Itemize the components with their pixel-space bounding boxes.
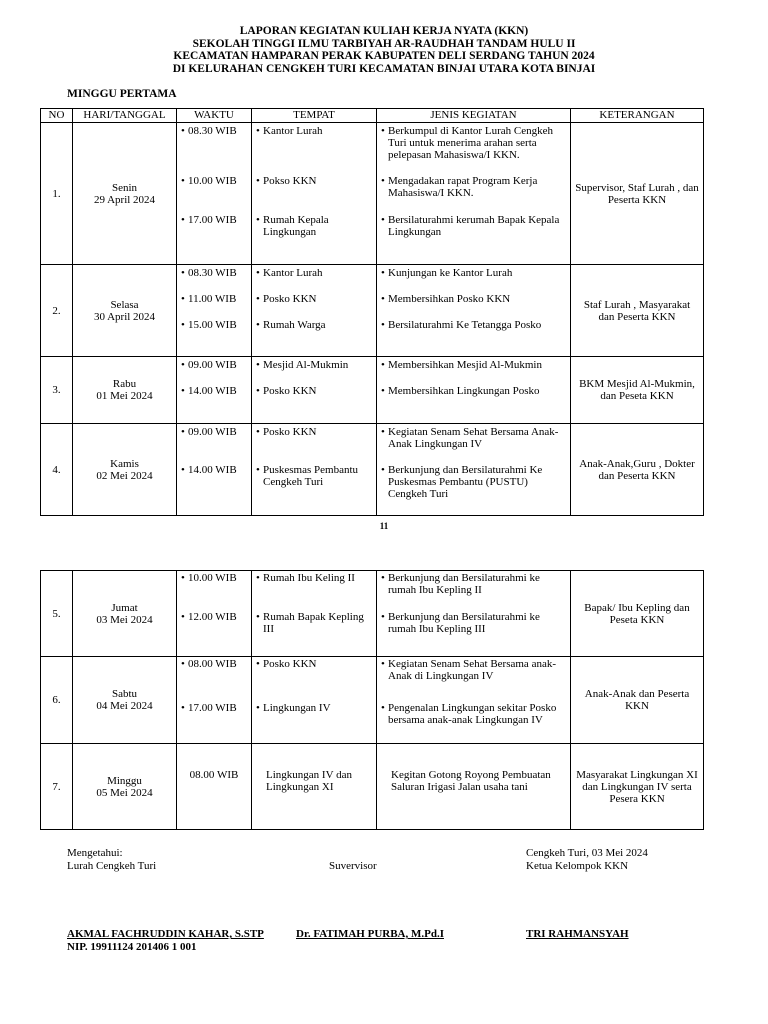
bullet-icon: • xyxy=(381,611,385,623)
activity-entry xyxy=(381,611,568,635)
time-list xyxy=(177,357,251,423)
row-day: Senin xyxy=(111,181,138,194)
time-entry xyxy=(177,769,251,781)
bullet-icon: • xyxy=(256,267,260,279)
signature-left-identity xyxy=(67,928,264,954)
table-row xyxy=(41,744,704,830)
bullet-icon: • xyxy=(181,572,185,584)
activity-text: Berkumpul di Kantor Lurah Cengkeh Turi untuk menerima arahan serta pelepasan Mahasiswa/I KKN. xyxy=(388,125,553,161)
row-day: Selasa xyxy=(110,298,139,311)
place-text: Posko KKN xyxy=(263,658,317,670)
bullet-icon: • xyxy=(256,572,260,584)
time-cell xyxy=(177,744,252,830)
time-entry xyxy=(181,293,249,305)
time-text: 09.00 WIB xyxy=(188,359,237,371)
time-text: 17.00 WIB xyxy=(188,214,237,226)
bullet-icon: • xyxy=(181,214,185,226)
activity-cell xyxy=(377,424,571,516)
time-text: 10.00 WIB xyxy=(188,572,237,584)
place-cell xyxy=(252,357,377,424)
table-row xyxy=(41,357,704,424)
time-cell xyxy=(177,571,252,657)
row-day: Rabu xyxy=(112,378,137,390)
row-day: Jumat xyxy=(111,601,138,614)
place-cell xyxy=(252,123,377,265)
bullet-icon: • xyxy=(381,426,385,438)
signature-left-role: Lurah Cengkeh Turi xyxy=(67,860,157,872)
time-text: 10.00 WIB xyxy=(188,175,237,187)
place-text: Rumah Ibu Keling II xyxy=(263,572,355,584)
time-list xyxy=(177,265,251,356)
col-header-note: KETERANGAN xyxy=(571,109,704,123)
activity-entry xyxy=(381,267,568,279)
row-day-date xyxy=(73,657,177,744)
activity-entry xyxy=(381,426,568,450)
time-entry xyxy=(181,319,249,331)
signature-right xyxy=(526,847,648,873)
bullet-icon: • xyxy=(256,319,260,331)
bullet-icon: • xyxy=(381,267,385,279)
signature-left-nip: NIP. 19911124 201406 1 001 xyxy=(67,941,197,953)
header-institution: SEKOLAH TINGGI ILMU TARBIYAH AR-RAUDHAH TANDAM HULU II xyxy=(192,37,576,50)
activity-entry xyxy=(381,359,568,371)
activity-entry xyxy=(381,214,568,238)
bullet-icon: • xyxy=(256,658,260,670)
row-day-date xyxy=(73,571,177,657)
activity-text: Pengenalan Lingkungan sekitar Posko bersama anak-anak Lingkungan IV xyxy=(388,702,557,726)
table-row xyxy=(41,657,704,744)
time-entry xyxy=(181,464,249,476)
time-list xyxy=(177,123,251,264)
time-text: 08.00 WIB xyxy=(189,769,239,781)
activity-entry xyxy=(381,702,568,726)
bullet-icon: • xyxy=(256,125,260,137)
activity-text: Berkunjung dan Bersilaturahmi Ke Puskesmas Pembantu (PUSTU) Cengkeh Turi xyxy=(388,464,543,500)
place-text: Rumah Bapak Kepling III xyxy=(263,611,364,635)
time-list xyxy=(177,424,251,515)
time-text: 11.00 WIB xyxy=(188,293,237,305)
place-text: Lingkungan IV dan Lingkungan XI xyxy=(266,769,352,793)
activity-cell xyxy=(377,265,571,357)
bullet-icon: • xyxy=(181,267,185,279)
bullet-icon: • xyxy=(381,385,385,397)
bullet-icon: • xyxy=(256,385,260,397)
activity-list xyxy=(377,424,570,515)
signature-left-name: AKMAL FACHRUDDIN KAHAR, S.STP xyxy=(67,928,264,940)
time-entry xyxy=(181,702,249,714)
row-day-date xyxy=(73,744,177,830)
activity-cell xyxy=(377,571,571,657)
row-day: Kamis xyxy=(110,457,139,470)
row-note: Staf Lurah , Masyarakat dan Peserta KKN xyxy=(571,265,704,357)
place-entry xyxy=(256,385,374,397)
row-note: Masyarakat Lingkungan XI dan Lingkungan IV serta Pesera KKN xyxy=(571,744,704,830)
time-text: 08.00 WIB xyxy=(188,658,237,670)
activity-cell xyxy=(377,744,571,830)
bullet-icon: • xyxy=(256,426,260,438)
bullet-icon: • xyxy=(181,702,185,714)
signature-left xyxy=(67,847,156,873)
activity-text: Membersihkan Posko KKN xyxy=(388,293,511,305)
activity-entry xyxy=(381,293,568,305)
bullet-icon: • xyxy=(181,426,185,438)
time-entry xyxy=(181,572,249,584)
activity-entry xyxy=(381,769,568,793)
row-date: 02 Mei 2024 xyxy=(96,469,153,482)
place-list xyxy=(252,424,376,515)
signature-middle-role: Suvervisor xyxy=(329,860,377,872)
bullet-icon: • xyxy=(181,658,185,670)
place-entry xyxy=(256,319,374,331)
activity-list xyxy=(377,265,570,356)
row-date: 01 Mei 2024 xyxy=(96,390,153,402)
bullet-icon: • xyxy=(181,464,185,476)
row-day-date xyxy=(73,424,177,516)
time-text: 08.30 WIB xyxy=(188,267,237,279)
row-day-date xyxy=(73,123,177,265)
activity-cell xyxy=(377,123,571,265)
activity-list xyxy=(377,571,570,656)
bullet-icon: • xyxy=(181,293,185,305)
activity-entry xyxy=(381,572,568,596)
bullet-icon: • xyxy=(256,464,260,476)
place-entry xyxy=(256,214,374,238)
bullet-icon: • xyxy=(256,359,260,371)
activity-list xyxy=(377,123,570,264)
page-number: 11 xyxy=(379,521,389,531)
row-note: Bapak/ Ibu Kepling dan Peseta KKN xyxy=(571,571,704,657)
time-text: 15.00 WIB xyxy=(188,319,237,331)
place-list xyxy=(252,657,376,743)
row-number: 7. xyxy=(41,744,73,830)
place-text: Lingkungan IV xyxy=(263,702,331,714)
activity-list xyxy=(377,744,570,829)
row-date: 05 Mei 2024 xyxy=(96,786,153,799)
bullet-icon: • xyxy=(181,175,185,187)
col-header-no: NO xyxy=(41,109,73,123)
bullet-icon: • xyxy=(256,293,260,305)
bullet-icon: • xyxy=(256,175,260,187)
signature-middle xyxy=(329,860,377,873)
place-text: Puskesmas Pembantu Cengkeh Turi xyxy=(263,464,359,488)
activity-text: Mengadakan rapat Program Kerja Mahasiswa/I KKN. xyxy=(388,175,538,199)
week-title: MINGGU PERTAMA xyxy=(67,88,177,100)
bullet-icon: • xyxy=(181,385,185,397)
row-day-date xyxy=(73,265,177,357)
row-number: 4. xyxy=(41,424,73,516)
time-text: 12.00 WIB xyxy=(188,611,237,623)
bullet-icon: • xyxy=(381,214,385,226)
table-header-row xyxy=(41,109,704,123)
time-text: 08.30 WIB xyxy=(188,125,237,137)
activity-table-page-1 xyxy=(40,108,704,516)
signature-right-role: Ketua Kelompok KKN xyxy=(526,860,629,872)
time-entry xyxy=(181,611,249,623)
time-list xyxy=(177,744,251,829)
signature-middle-name: Dr. FATIMAH PURBA, M.Pd.I xyxy=(296,928,444,940)
time-text: 14.00 WIB xyxy=(188,385,237,397)
time-entry xyxy=(181,125,249,137)
time-entry xyxy=(181,267,249,279)
bullet-icon: • xyxy=(256,214,260,226)
activity-entry xyxy=(381,125,568,161)
activity-text: Kegitan Gotong Royong Pembuatan Saluran Irigasi Jalan usaha tani xyxy=(391,769,551,793)
place-text: Posko KKN xyxy=(263,293,317,305)
activity-text: Berkunjung dan Bersilaturahmi ke rumah Ibu Kepling II xyxy=(388,572,540,596)
time-text: 09.00 WIB xyxy=(188,426,237,438)
activity-text: Berkunjung dan Bersilaturahmi ke rumah Ibu Kepling III xyxy=(388,611,540,635)
activity-text: Membersihkan Lingkungan Posko xyxy=(388,385,540,397)
row-number: 2. xyxy=(41,265,73,357)
col-header-activity: JENIS KEGIATAN xyxy=(377,109,571,123)
place-list xyxy=(252,123,376,264)
bullet-icon: • xyxy=(381,319,385,331)
row-note: Supervisor, Staf Lurah , dan Peserta KKN xyxy=(571,123,704,265)
activity-text: Kegiatan Senam Sehat Bersama anak-Anak di Lingkungan IV xyxy=(388,658,556,682)
time-entry xyxy=(181,385,249,397)
row-date: 29 April 2024 xyxy=(93,193,156,206)
place-entry xyxy=(256,702,374,714)
time-entry xyxy=(181,426,249,438)
time-cell xyxy=(177,265,252,357)
bullet-icon: • xyxy=(181,611,185,623)
place-entry xyxy=(256,359,374,371)
activity-list xyxy=(377,657,570,743)
place-entry xyxy=(256,175,374,187)
bullet-icon: • xyxy=(381,658,385,670)
place-entry xyxy=(256,572,374,584)
place-cell xyxy=(252,265,377,357)
signature-right-identity xyxy=(526,928,629,941)
place-entry xyxy=(256,293,374,305)
place-entry xyxy=(256,267,374,279)
bullet-icon: • xyxy=(381,175,385,187)
time-cell xyxy=(177,357,252,424)
activity-entry xyxy=(381,175,568,199)
place-text: Mesjid Al-Mukmin xyxy=(263,359,349,371)
time-entry xyxy=(181,175,249,187)
place-text: Kantor Lurah xyxy=(263,267,323,279)
col-header-time: WAKTU xyxy=(177,109,252,123)
row-number: 6. xyxy=(41,657,73,744)
bullet-icon: • xyxy=(181,319,185,331)
activity-table-page-2 xyxy=(40,570,704,830)
place-entry xyxy=(256,125,374,137)
place-text: Kantor Lurah xyxy=(263,125,323,137)
row-day-date xyxy=(73,357,177,424)
place-entry xyxy=(256,426,374,438)
header-district: KECAMATAN HAMPARAN PERAK KABUPATEN DELI SERDANG TAHUN 2024 xyxy=(173,50,595,62)
activity-list xyxy=(377,357,570,423)
place-cell xyxy=(252,657,377,744)
activity-cell xyxy=(377,357,571,424)
place-list xyxy=(252,571,376,656)
activity-text: Kunjungan ke Kantor Lurah xyxy=(388,267,513,279)
header-location: DI KELURAHAN CENGKEH TURI KECAMATAN BINJAI UTARA KOTA BINJAI xyxy=(172,62,596,75)
place-list xyxy=(252,265,376,356)
place-cell xyxy=(252,571,377,657)
activity-entry xyxy=(381,319,568,331)
place-text: Posko KKN xyxy=(263,385,317,397)
table-row xyxy=(41,123,704,265)
activity-text: Bersilaturahmi kerumah Bapak Kepala Lingkungan xyxy=(388,214,560,238)
time-cell xyxy=(177,424,252,516)
place-entry xyxy=(256,464,374,488)
activity-text: Bersilaturahmi Ke Tetangga Posko xyxy=(388,319,542,331)
report-header xyxy=(0,25,768,75)
place-text: Rumah Kepala Lingkungan xyxy=(263,214,329,238)
table-row xyxy=(41,571,704,657)
row-date: 30 April 2024 xyxy=(93,310,156,323)
activity-entry xyxy=(381,464,568,500)
row-note: BKM Mesjid Al-Mukmin, dan Peseta KKN xyxy=(571,357,704,424)
row-number: 1. xyxy=(41,123,73,265)
place-text: Posko KKN xyxy=(263,426,317,438)
table-row xyxy=(41,424,704,516)
bullet-icon: • xyxy=(381,572,385,584)
signature-right-name: TRI RAHMANSYAH xyxy=(526,928,629,940)
place-entry xyxy=(256,658,374,670)
bullet-icon: • xyxy=(181,359,185,371)
activity-entry xyxy=(381,658,568,682)
row-date: 04 Mei 2024 xyxy=(96,700,153,712)
table-row xyxy=(41,265,704,357)
time-entry xyxy=(181,214,249,226)
place-entry xyxy=(256,611,374,635)
row-number: 5. xyxy=(41,571,73,657)
place-text: Pokso KKN xyxy=(263,175,317,187)
activity-text: Kegiatan Senam Sehat Bersama Anak-Anak Lingkungan IV xyxy=(388,426,559,450)
time-text: 17.00 WIB xyxy=(188,702,237,714)
bullet-icon: • xyxy=(181,125,185,137)
place-list xyxy=(252,357,376,423)
row-day: Minggu xyxy=(107,774,142,787)
col-header-day-date: HARI/TANGGAL xyxy=(73,109,177,123)
place-cell xyxy=(252,744,377,830)
time-text: 14.00 WIB xyxy=(188,464,237,476)
signature-right-place-date: Cengkeh Turi, 03 Mei 2024 xyxy=(526,847,648,859)
bullet-icon: • xyxy=(256,611,260,623)
row-number: 3. xyxy=(41,357,73,424)
row-note: Anak-Anak,Guru , Dokter dan Peserta KKN xyxy=(571,424,704,516)
activity-text: Membersihkan Mesjid Al-Mukmin xyxy=(388,359,542,371)
place-text: Rumah Warga xyxy=(263,319,326,331)
signature-left-acknowledged: Mengetahui: xyxy=(67,847,123,859)
header-title: LAPORAN KEGIATAN KULIAH KERJA NYATA (KKN) xyxy=(239,25,529,37)
bullet-icon: • xyxy=(381,359,385,371)
place-list xyxy=(252,744,376,829)
bullet-icon: • xyxy=(381,464,385,476)
row-note: Anak-Anak dan Peserta KKN xyxy=(571,657,704,744)
place-entry xyxy=(256,769,374,793)
time-entry xyxy=(181,359,249,371)
row-date: 03 Mei 2024 xyxy=(96,613,153,626)
time-cell xyxy=(177,123,252,265)
bullet-icon: • xyxy=(381,125,385,137)
bullet-icon: • xyxy=(381,702,385,714)
time-list xyxy=(177,571,251,656)
row-day: Sabtu xyxy=(111,688,138,700)
time-entry xyxy=(181,658,249,670)
activity-entry xyxy=(381,385,568,397)
col-header-place: TEMPAT xyxy=(252,109,377,123)
activity-cell xyxy=(377,657,571,744)
bullet-icon: • xyxy=(256,702,260,714)
time-cell xyxy=(177,657,252,744)
place-cell xyxy=(252,424,377,516)
time-list xyxy=(177,657,251,743)
bullet-icon: • xyxy=(381,293,385,305)
signature-middle-identity xyxy=(296,928,444,941)
